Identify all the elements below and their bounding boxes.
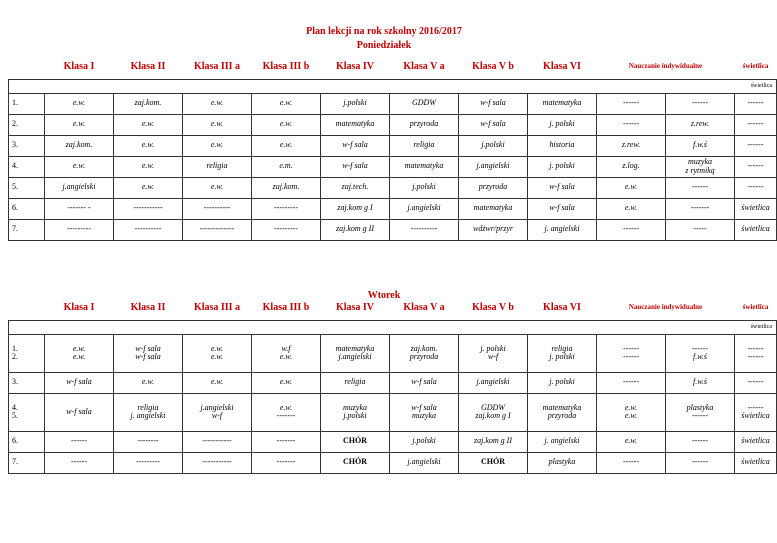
- table-row: [9, 135, 777, 156]
- table-cell: CHÓR: [321, 452, 390, 473]
- table-cell: przyroda: [390, 114, 459, 135]
- table-cell: ------: [597, 219, 666, 240]
- table-cell: j. polski: [528, 156, 597, 177]
- page-title: Plan lekcji na rok szkolny 2016/2017: [306, 26, 462, 37]
- table-cell: e.w.: [114, 177, 183, 198]
- table-cell: e.w.: [183, 177, 252, 198]
- table-cell: ------: [597, 452, 666, 473]
- header-klasa-vi: Klasa VI: [543, 60, 581, 72]
- sub-header-row: [9, 320, 777, 334]
- lesson-number: 4. 5.: [9, 393, 45, 431]
- table-cell: religia: [183, 156, 252, 177]
- table-cell: ------: [735, 177, 777, 198]
- lesson-number: 6.: [9, 198, 45, 219]
- header-klasa-ii: Klasa II: [130, 60, 166, 72]
- day-title-monday: Poniedziałek: [356, 40, 412, 51]
- table-cell: ------: [735, 93, 777, 114]
- table-cell: ----------: [114, 219, 183, 240]
- table-cell: ------ świetlica: [735, 393, 777, 431]
- header-klasa-iii-a: Klasa III a: [193, 60, 241, 72]
- table-cell: e.w.: [114, 114, 183, 135]
- header-klasa-i: Klasa I: [63, 60, 95, 72]
- header-klasa-vi: Klasa VI: [543, 301, 581, 313]
- table-cell: zaj.kom g I: [321, 198, 390, 219]
- header-klasa-v-b: Klasa V b: [472, 60, 514, 72]
- table-cell: ------: [666, 177, 735, 198]
- header-row: [9, 55, 777, 79]
- table-cell: j. polski: [528, 372, 597, 393]
- table-row: [9, 393, 777, 431]
- table-cell: w-f sala: [528, 177, 597, 198]
- header-row: [9, 296, 777, 320]
- day-title-tuesday: Wtorek: [367, 290, 401, 301]
- table-cell: e.w.: [597, 431, 666, 452]
- table-cell: świetlica: [735, 198, 777, 219]
- table-cell: --------: [114, 431, 183, 452]
- table-cell: matematyka: [321, 114, 390, 135]
- table-cell: e.m.: [252, 156, 321, 177]
- table-cell: matematyka przyroda: [528, 393, 597, 431]
- table-cell: ------ ------: [597, 334, 666, 372]
- header-klasa-v-a: Klasa V a: [403, 301, 445, 313]
- lesson-number: 1.: [9, 93, 45, 114]
- table-cell: świetlica: [735, 219, 777, 240]
- table-cell: -----------: [183, 431, 252, 452]
- table-row: [9, 334, 777, 372]
- table-cell: świetlica: [735, 452, 777, 473]
- header-swietlica: świetlica: [742, 62, 769, 71]
- table-row: [9, 177, 777, 198]
- table-cell: w-f sala: [45, 372, 114, 393]
- table-row: [9, 219, 777, 240]
- table-cell: ------ f.w.ś: [666, 334, 735, 372]
- table-cell: e.w. e.w.: [597, 393, 666, 431]
- header-klasa-iv: Klasa IV: [335, 60, 375, 72]
- table-cell: matematyka: [528, 93, 597, 114]
- table-cell: plastyka ------: [666, 393, 735, 431]
- table-cell: ---------: [45, 219, 114, 240]
- table-cell: -------: [252, 452, 321, 473]
- lesson-number: 3.: [9, 135, 45, 156]
- header-klasa-i: Klasa I: [63, 301, 95, 313]
- table-cell: j.polski: [390, 177, 459, 198]
- table-row: [9, 431, 777, 452]
- table-cell: j. polski w-f: [459, 334, 528, 372]
- table-cell: e.w.: [597, 177, 666, 198]
- table-cell: matematyka: [459, 198, 528, 219]
- table-cell: w-f sala: [459, 93, 528, 114]
- table-cell: zaj.kom.: [45, 135, 114, 156]
- table-cell: muzyka j.polski: [321, 393, 390, 431]
- table-cell: -------------: [183, 219, 252, 240]
- table-cell: e.w.: [252, 93, 321, 114]
- tuesday-body: [9, 334, 777, 473]
- sub-header-row: [9, 79, 777, 93]
- header-swietlica: świetlica: [742, 303, 769, 312]
- table-cell: CHÓR: [321, 431, 390, 452]
- lesson-number: 7.: [9, 219, 45, 240]
- table-cell: ------: [45, 452, 114, 473]
- table-cell: ------: [45, 431, 114, 452]
- table-cell: ---------: [114, 452, 183, 473]
- table-row: [9, 156, 777, 177]
- header-klasa-iv: Klasa IV: [335, 301, 375, 313]
- header-klasa-v-b: Klasa V b: [472, 301, 514, 313]
- table-cell: w-f sala: [321, 156, 390, 177]
- table-cell: -------: [666, 198, 735, 219]
- table-row: [9, 452, 777, 473]
- table-cell: z.rew.: [597, 135, 666, 156]
- table-cell: świetlica: [735, 431, 777, 452]
- table-cell: CHÓR: [459, 452, 528, 473]
- table-cell: j.polski: [321, 93, 390, 114]
- header-klasa-v-a: Klasa V a: [403, 60, 445, 72]
- table-cell: e.w. e.w.: [45, 334, 114, 372]
- sub-label-swietlica: świetlica: [9, 79, 777, 93]
- table-cell: w-f sala: [528, 198, 597, 219]
- table-cell: zaj.kom.: [114, 93, 183, 114]
- header-klasa-iii-a: Klasa III a: [193, 301, 241, 313]
- table-cell: j.angielski: [390, 452, 459, 473]
- table-cell: j.angielski w-f: [183, 393, 252, 431]
- table-row: [9, 372, 777, 393]
- table-cell: religia: [390, 135, 459, 156]
- table-cell: ----------: [183, 198, 252, 219]
- table-cell: j.polski: [390, 431, 459, 452]
- table-cell: j.angielski: [459, 372, 528, 393]
- table-cell: e.w.: [45, 114, 114, 135]
- lesson-number: 2.: [9, 114, 45, 135]
- table-cell: zaj.kom g II: [459, 431, 528, 452]
- table-cell: religia j. polski: [528, 334, 597, 372]
- table-cell: plastyka: [528, 452, 597, 473]
- table-cell: religia j. angielski: [114, 393, 183, 431]
- lesson-number: 1. 2.: [9, 334, 45, 372]
- table-cell: zaj.tech.: [321, 177, 390, 198]
- sub-label-swietlica: świetlica: [9, 320, 777, 334]
- table-row: [9, 93, 777, 114]
- table-cell: GDDW zaj.kom g I: [459, 393, 528, 431]
- table-cell: zaj.kom.: [252, 177, 321, 198]
- table-cell: w-f sala: [321, 135, 390, 156]
- table-cell: -----: [666, 219, 735, 240]
- table-row: [9, 114, 777, 135]
- table-cell: religia: [321, 372, 390, 393]
- table-cell: z.log.: [597, 156, 666, 177]
- table-cell: w-f sala: [390, 372, 459, 393]
- table-cell: -----------: [183, 452, 252, 473]
- table-cell: w-f sala w-f sala: [114, 334, 183, 372]
- table-cell: j.angielski: [390, 198, 459, 219]
- table-cell: -----------: [114, 198, 183, 219]
- table-cell: przyroda: [459, 177, 528, 198]
- lesson-number: 3.: [9, 372, 45, 393]
- table-cell: ------- -: [45, 198, 114, 219]
- table-cell: muzyka z rytmiką: [666, 156, 735, 177]
- table-cell: ------: [735, 114, 777, 135]
- header-klasa-ii: Klasa II: [130, 301, 166, 313]
- table-cell: ------: [666, 431, 735, 452]
- table-cell: ------: [597, 93, 666, 114]
- table-cell: e.w.: [45, 156, 114, 177]
- table-cell: e.w.: [114, 135, 183, 156]
- table-cell: j. angielski: [528, 431, 597, 452]
- table-cell: ------: [735, 156, 777, 177]
- table-cell: e.w.: [183, 93, 252, 114]
- table-cell: ------ ------: [735, 334, 777, 372]
- table-cell: e.w. -------: [252, 393, 321, 431]
- table-cell: e.w. e.w.: [183, 334, 252, 372]
- table-cell: j.angielski: [459, 156, 528, 177]
- table-cell: zaj.kom. przyroda: [390, 334, 459, 372]
- lesson-number: 4.: [9, 156, 45, 177]
- table-cell: w.f e.w.: [252, 334, 321, 372]
- table-cell: wdżwr/przyr: [459, 219, 528, 240]
- table-cell: w-f sala: [45, 393, 114, 431]
- table-cell: w-f sala: [459, 114, 528, 135]
- table-cell: e.w.: [114, 372, 183, 393]
- table-cell: e.w.: [252, 135, 321, 156]
- table-cell: f.w.ś: [666, 135, 735, 156]
- table-cell: e.w.: [252, 114, 321, 135]
- table-cell: e.w.: [114, 156, 183, 177]
- table-cell: ----------: [390, 219, 459, 240]
- table-cell: matematyka: [390, 156, 459, 177]
- lesson-number: 6.: [9, 431, 45, 452]
- table-cell: ------: [666, 93, 735, 114]
- table-cell: e.w.: [183, 372, 252, 393]
- schedule-table-monday: [8, 55, 777, 241]
- table-cell: j.polski: [459, 135, 528, 156]
- table-cell: ------: [597, 372, 666, 393]
- lesson-number: 7.: [9, 452, 45, 473]
- table-cell: f.w.ś: [666, 372, 735, 393]
- table-cell: e.w.: [252, 372, 321, 393]
- table-cell: ---------: [252, 219, 321, 240]
- table-cell: -------: [252, 431, 321, 452]
- table-cell: j.angielski: [45, 177, 114, 198]
- table-cell: ------: [735, 135, 777, 156]
- table-cell: matematyka j.angielski: [321, 334, 390, 372]
- table-cell: e.w.: [183, 114, 252, 135]
- header-nauczanie-indywidualne: Nauczanie indywidualne: [628, 303, 703, 312]
- table-cell: ---------: [252, 198, 321, 219]
- table-row: [9, 198, 777, 219]
- monday-body: [9, 93, 777, 240]
- table-cell: e.w.: [597, 198, 666, 219]
- schedule-table-tuesday: [8, 296, 777, 474]
- header-klasa-iii-b: Klasa III b: [262, 301, 310, 313]
- header-klasa-iii-b: Klasa III b: [262, 60, 310, 72]
- table-cell: e.w.: [45, 93, 114, 114]
- table-cell: ------: [666, 452, 735, 473]
- table-cell: ------: [597, 114, 666, 135]
- table-cell: GDDW: [390, 93, 459, 114]
- table-cell: j. angielski: [528, 219, 597, 240]
- table-cell: w-f sala muzyka: [390, 393, 459, 431]
- table-cell: z.rew.: [666, 114, 735, 135]
- table-cell: e.w.: [183, 135, 252, 156]
- table-cell: zaj.kom g II: [321, 219, 390, 240]
- lesson-number: 5.: [9, 177, 45, 198]
- table-cell: ------: [735, 372, 777, 393]
- table-cell: j. polski: [528, 114, 597, 135]
- table-cell: historia: [528, 135, 597, 156]
- header-nauczanie-indywidualne: Nauczanie indywidualne: [628, 62, 703, 71]
